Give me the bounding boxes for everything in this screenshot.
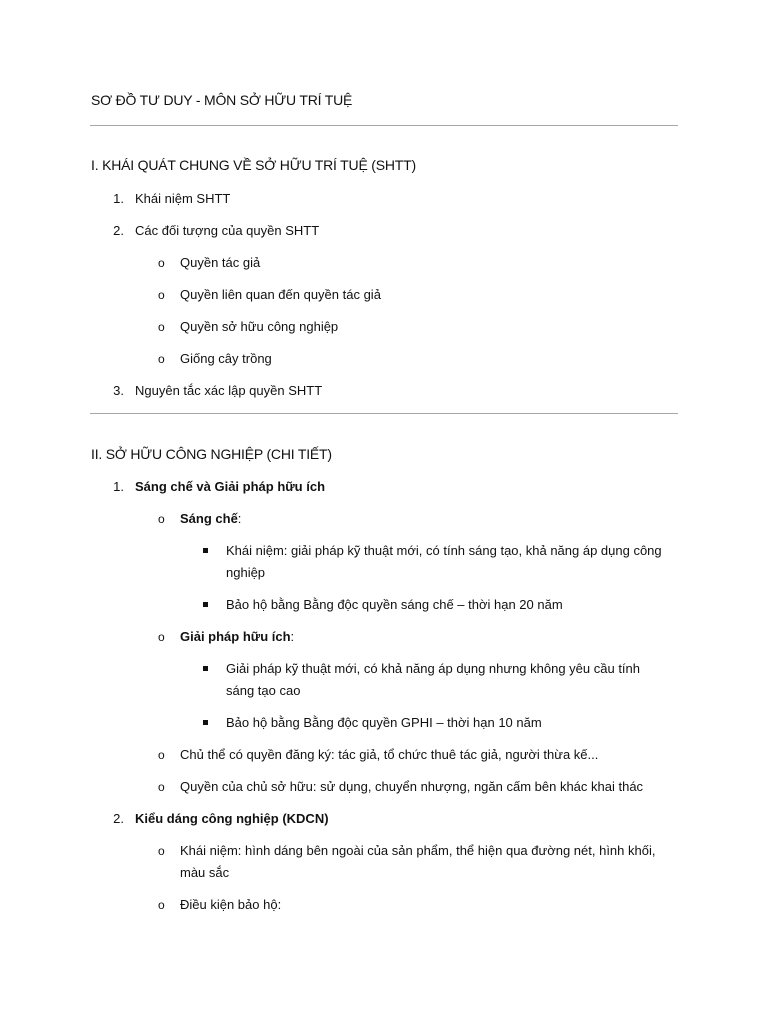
subitem-label: Giải pháp hữu ích (180, 629, 291, 644)
list-subitem: Điều kiện bảo hộ: (180, 897, 282, 912)
list-number: 2. (113, 811, 124, 826)
subitem-colon: : (290, 629, 295, 644)
circle-bullet-icon: o (158, 352, 165, 366)
circle-bullet-icon: o (158, 288, 165, 302)
list-point: Khái niệm: giải pháp kỹ thuật mới, có tính sáng tạo, khả năng áp dụng công nghiệp (226, 543, 662, 580)
list-subitem: Khái niệm: hình dáng bên ngoài của sản phẩm, thể hiện qua đường nét, hình khối, màu sắc (180, 843, 656, 880)
list-point: Giải pháp kỹ thuật mới, có khả năng áp dụng nhưng không yêu cầu tính sáng tạo cao (226, 661, 641, 698)
square-bullet-icon (203, 602, 208, 607)
list-point: Bảo hộ bằng Bằng độc quyền GPHI – thời hạn 10 năm (226, 715, 542, 730)
list-item: Các đối tượng của quyền SHTT (135, 223, 320, 238)
list-subitem (180, 508, 241, 530)
square-bullet-icon (203, 666, 208, 671)
section-heading-2: II. SỞ HỮU CÔNG NGHIỆP (CHI TIẾT) (91, 446, 332, 462)
list-subitem (180, 626, 294, 648)
circle-bullet-icon: o (158, 630, 165, 644)
square-bullet-icon (203, 720, 208, 725)
list-subitem: Quyền liên quan đến quyền tác giả (180, 287, 381, 302)
list-subitem: Giống cây trồng (180, 351, 272, 366)
circle-bullet-icon: o (158, 748, 165, 762)
list-item: Nguyên tắc xác lập quyền SHTT (135, 383, 323, 398)
list-subitem: Quyền tác giả (180, 255, 261, 270)
list-number: 2. (113, 223, 124, 238)
circle-bullet-icon: o (158, 320, 165, 334)
circle-bullet-icon: o (158, 898, 165, 912)
list-item-bold: Kiểu dáng công nghiệp (KDCN) (135, 811, 329, 826)
square-bullet-icon (203, 548, 208, 553)
circle-bullet-icon: o (158, 780, 165, 794)
section-heading-1: I. KHÁI QUÁT CHUNG VỀ SỞ HỮU TRÍ TUỆ (SHTT) (91, 157, 416, 173)
list-point: Bảo hộ bằng Bằng độc quyền sáng chế – thời hạn 20 năm (226, 597, 563, 612)
divider (90, 413, 678, 414)
list-subitem: Quyền của chủ sở hữu: sử dụng, chuyển nhượng, ngăn cấm bên khác khai thác (180, 779, 644, 794)
list-number: 1. (113, 191, 124, 206)
subitem-colon: : (237, 511, 242, 526)
list-item-bold: Sáng chế và Giải pháp hữu ích (135, 479, 326, 494)
divider (90, 125, 678, 126)
list-item: Khái niệm SHTT (135, 191, 231, 206)
circle-bullet-icon: o (158, 512, 165, 526)
subitem-label: Sáng chế (180, 511, 238, 526)
circle-bullet-icon: o (158, 256, 165, 270)
list-subitem: Chủ thể có quyền đăng ký: tác giả, tổ chức thuê tác giả, người thừa kế... (180, 747, 599, 762)
circle-bullet-icon: o (158, 844, 165, 858)
document-title: SƠ ĐỒ TƯ DUY - MÔN SỞ HỮU TRÍ TUỆ (91, 92, 353, 108)
list-number: 3. (113, 383, 124, 398)
list-subitem: Quyền sở hữu công nghiệp (180, 319, 339, 334)
list-number: 1. (113, 479, 124, 494)
